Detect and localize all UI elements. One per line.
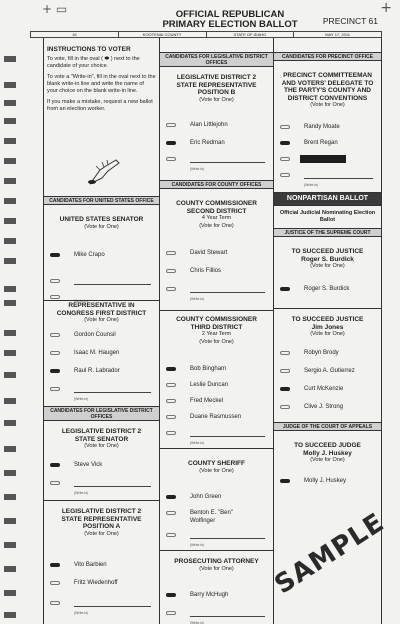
candidate-name: Robyn Brody [304,350,339,356]
vote-oval[interactable] [166,495,176,499]
race-state-senator [44,428,159,451]
write-in-option[interactable] [44,384,159,401]
vote-oval[interactable] [50,279,60,283]
timing-mark [4,300,16,306]
race-title: COUNTY COMMISSIONER [176,316,257,323]
candidate-option[interactable] [160,248,273,258]
vote-oval[interactable] [50,581,60,585]
candidate-name: Mike Crapo [74,252,105,258]
section-header-legislative: CANDIDATES FOR LEGISLATIVE DISTRICT OFFICES [44,406,159,421]
write-in-line[interactable] [190,162,265,163]
race-title: POSITION B [197,89,236,96]
vote-for-note: (Vote for One) [199,96,234,103]
timing-mark [4,590,16,596]
race-title: STATE REPRESENTATIVE [176,81,257,89]
vote-oval[interactable] [166,611,176,615]
term-note: 2 Year Term [201,331,232,337]
write-in-line[interactable] [190,538,265,539]
race-title: TO SUCCEED JUSTICE [291,316,364,323]
vote-for-note: (Vote for One) [84,223,119,230]
vote-for-note: (Vote for One) [84,317,119,323]
write-in-option[interactable] [274,170,381,187]
write-in-line[interactable] [74,606,151,607]
timing-mark [4,542,16,548]
vote-for-note: (Vote for One) [310,457,345,463]
ballot-header [30,0,400,30]
candidate-name: Bob Bingham [190,366,227,372]
timing-mark [4,178,16,184]
vote-for-note: (Vote for One) [199,338,234,345]
candidate-option[interactable] [160,138,273,148]
candidate-option[interactable] [160,492,273,502]
write-in-label: (Write-in) [74,299,89,303]
race-title: LEGISLATIVE DISTRICT 2 [61,428,142,435]
candidate-name: Duane Rasmussen [190,414,242,420]
race-sheriff [160,460,273,475]
section-header-court-of-appeals: JUDGE OF THE COURT OF APPEALS [274,422,381,431]
candidate-name: Eric Redman [190,140,225,146]
instructions-paragraph: To vote, fill in the oval ( ⬬ ) next to the candidate of your choice. [47,56,140,69]
vote-oval[interactable] [50,563,60,567]
timing-mark [4,238,16,244]
precinct-label: PRECINCT 61 [322,16,378,26]
race-title: UNITED STATES SENATOR [59,216,144,223]
candidate-option[interactable] [160,412,273,422]
race-precinct-committeeman [274,72,381,110]
candidate-name: Benton E. "Ben" [190,510,233,516]
instructions-paragraph: To vote a "Write-in", fill in the oval next to the blank write-in line and write the name of your choice on the blank write-in line. [47,74,156,94]
vote-for-note: (Vote for One) [310,102,345,108]
timing-mark [4,398,16,404]
vote-for-note: (Vote for One) [84,443,119,449]
write-in-label: (Write-in) [74,611,89,615]
vote-oval[interactable] [166,287,176,291]
candidate-option[interactable] [274,366,381,376]
candidate-option[interactable] [160,590,273,600]
timing-mark [4,330,16,336]
race-title: PRECINCT COMMITTEEMAN [283,72,372,79]
candidate-option[interactable] [44,348,159,358]
candidate-name: Leslie Duncan [190,382,229,388]
vote-oval[interactable] [166,533,176,537]
timing-mark [4,82,16,88]
candidate-name: David Stewart [190,250,228,256]
vote-oval[interactable] [166,251,176,255]
candidate-option[interactable] [160,266,273,276]
timing-mark [4,118,16,124]
race-title: STATE SENATOR [74,435,129,443]
timing-mark [4,518,16,524]
write-in-line[interactable] [190,436,265,437]
redaction-bar [300,155,346,163]
section-header-county: CANDIDATES FOR COUNTY OFFICES [160,180,273,189]
candidate-option[interactable] [274,384,381,394]
race-congress [44,302,159,325]
candidate-name: Chris Fillios [190,268,222,274]
race-title: TO SUCCEED JUSTICE [291,248,364,255]
section-header-precinct: CANDIDATES FOR PRECINCT OFFICE [274,52,381,61]
vote-oval[interactable] [166,593,176,597]
candidate-name: Fritz Wiedenhoff [74,580,118,586]
vote-for-note: (Vote for One) [84,530,119,537]
candidate-name: Randy Moate [304,124,340,130]
candidate-option[interactable] [274,348,381,358]
write-in-label: (Write-in) [190,543,205,547]
judicial-ballot-note: Official Judicial Nominating Election Ballot [279,210,376,223]
timing-mark [4,258,16,264]
timing-mark [4,158,16,164]
candidate-name-cont [160,516,273,526]
vote-for-note: (Vote for One) [310,263,345,269]
write-in-label: (Write-in) [190,621,205,624]
write-in-line[interactable] [190,292,265,293]
sample-watermark: SAMPLE [269,507,390,601]
vote-oval[interactable] [166,415,176,419]
section-header-us-office: CANDIDATES FOR UNITED STATES OFFICE [44,196,159,205]
timing-mark [4,420,16,426]
race-title: SECOND DISTRICT [186,207,247,215]
race-title: Molly J. Huskey [303,449,352,457]
candidate-option[interactable] [44,560,159,570]
vote-oval[interactable] [280,405,290,409]
write-in-option[interactable] [44,478,159,495]
write-in-line[interactable] [190,616,265,617]
race-title: COUNTY SHERIFF [188,460,245,467]
vote-oval[interactable] [166,511,176,515]
timing-mark [4,218,16,224]
vote-oval[interactable] [166,431,176,435]
candidate-option[interactable] [160,380,273,390]
vote-oval[interactable] [50,369,60,373]
race-box-prosecutor [160,550,273,551]
write-in-line[interactable] [74,392,151,393]
race-title: TO SUCCEED JUDGE [294,442,361,449]
candidate-name: Brent Regan [304,140,338,146]
vote-oval[interactable] [166,123,176,127]
write-in-label: (Write-in) [74,491,89,495]
candidate-option[interactable] [160,364,273,374]
race-title: REPRESENTATIVE IN [68,302,135,309]
candidate-option[interactable] [44,460,159,470]
vote-oval[interactable] [50,253,60,257]
vote-oval[interactable] [166,367,176,371]
candidate-name: Steve Vick [74,462,103,468]
voter-instructions [47,46,156,117]
race-title: CONGRESS FIRST DISTRICT [56,309,147,317]
section-header-nonpartisan: NONPARTISAN BALLOT [274,192,381,206]
race-box-jones [274,308,381,309]
write-in-line[interactable] [74,486,151,487]
race-title: STATE REPRESENTATIVE [61,515,142,523]
vote-oval[interactable] [166,399,176,403]
race-title: LEGISLATIVE DISTRICT 2 [61,508,142,515]
vote-oval[interactable] [280,141,290,145]
race-us-senator [44,216,159,231]
title-line: OFFICIAL REPUBLICAN [175,9,285,20]
term-note: 4 Year Term [201,215,232,221]
vote-oval[interactable] [280,173,290,177]
candidate-name: Molly J. Huskey [304,478,347,484]
timing-mark [4,350,16,356]
timing-mark [4,446,16,452]
vote-oval[interactable] [280,125,290,129]
county-label: KOOTENAI COUNTY [118,32,206,37]
race-title: COUNTY COMMISSIONER [176,200,257,207]
registration-mark: + [380,0,392,16]
race-title: PROSECUTING ATTORNEY [174,558,259,565]
state-label: STATE OF IDAHO [206,32,294,37]
vote-oval[interactable] [166,383,176,387]
candidate-name: Isaac M. Haugen [74,350,120,356]
race-box-congress [44,300,159,301]
ballot-title [150,10,310,30]
timing-mark [4,286,16,292]
candidate-name: Raul R. Labrador [74,368,120,374]
vote-oval[interactable] [50,387,60,391]
candidate-name: Alan Littlejohn [190,122,228,128]
candidate-option[interactable] [274,284,381,294]
timing-mark [4,612,16,618]
race-title: POSITION A [82,523,121,530]
section-header-supreme-court: JUSTICE OF THE SUPREME COURT [274,228,381,237]
vote-oval[interactable] [50,351,60,355]
write-in-label: (Write-in) [304,183,319,187]
candidate-name: Clive J. Strong [304,404,344,410]
candidate-name: Roger S. Burdick [304,286,350,292]
ballot-info-bar [30,31,382,38]
timing-marks [0,0,26,624]
ballot-column-2 [159,38,273,624]
vote-oval[interactable] [50,601,60,605]
race-box-commissioner-3 [160,310,273,311]
candidate-option[interactable] [274,402,381,412]
candidate-option[interactable] [274,138,381,148]
candidate-option[interactable] [44,578,159,588]
candidate-option[interactable] [160,396,273,406]
candidate-option[interactable] [274,122,381,132]
race-title: DISTRICT CONVENTIONS [287,94,368,102]
race-succeed-jones [274,316,381,339]
race-box-sheriff [160,448,273,449]
write-in-label: (Write-in) [74,397,89,401]
vote-for-note: (Vote for One) [199,467,234,474]
vote-oval[interactable] [50,463,60,467]
candidate-name: Vito Barbieri [74,562,107,568]
write-in-option[interactable] [160,284,273,301]
write-in-option[interactable] [44,598,159,615]
vote-oval[interactable] [50,333,60,337]
race-prosecuting-attorney [160,558,273,573]
registration-mark: + ▭ [42,2,68,16]
candidate-name: John Green [190,494,222,500]
race-box-rep-a [44,500,159,501]
race-succeed-burdick [274,248,381,271]
write-in-line[interactable] [304,178,373,179]
timing-mark [4,494,16,500]
candidate-name: Fred Meckel [190,398,224,404]
vote-for-note: (Vote for One) [199,565,234,572]
timing-mark [4,56,16,62]
candidate-name: Wolfinger [190,518,216,524]
race-title: THIRD DISTRICT [190,323,243,331]
write-in-label: (Write-in) [190,441,205,445]
vote-for-note: (Vote for One) [199,222,234,229]
candidate-name: Barry McHugh [190,592,229,598]
vote-oval[interactable] [166,141,176,145]
candidate-option[interactable] [44,366,159,376]
instructions-title: INSTRUCTIONS TO VOTER [47,46,131,53]
race-succeed-huskey [274,442,381,465]
vote-for-note: (Vote for One) [310,331,345,337]
section-header-legislative: CANDIDATES FOR LEGISLATIVE DISTRICT OFFICES [160,52,273,67]
candidate-name: Curt McKenzie [304,386,344,392]
timing-mark [4,372,16,378]
race-rep-position-b [160,74,273,104]
ballot-column-1 [43,38,159,624]
instructions-paragraph: If you make a mistake, request a new ballot from an election worker. [47,99,153,112]
race-title: AND VOTERS' DELEGATE TO [281,79,374,87]
timing-mark [4,100,16,106]
candidate-option[interactable] [160,120,273,130]
candidate-option[interactable] [274,476,381,486]
vote-oval[interactable] [50,481,60,485]
date-label: MAY 17, 2011 [293,32,381,37]
timing-mark [4,138,16,144]
pen-hand-icon [86,156,122,188]
vote-oval[interactable] [166,269,176,273]
write-in-option[interactable] [160,154,273,171]
write-in-option[interactable] [274,154,381,164]
vote-oval[interactable] [166,157,176,161]
write-in-option[interactable] [160,608,273,624]
ballot-number: 16 [72,32,77,37]
vote-oval[interactable] [50,295,60,299]
vote-oval[interactable] [280,387,290,391]
race-title: Roger S. Burdick [301,255,354,263]
candidate-name: Sergio A. Gutierrez [304,368,355,374]
timing-mark [4,566,16,572]
candidate-name: Gordon Counsil [74,332,116,338]
race-commissioner-2 [160,200,273,230]
race-title: THE PARTY'S COUNTY AND [283,87,371,94]
write-in-option[interactable] [44,276,159,286]
write-in-line[interactable] [74,284,151,285]
race-title: LEGISLATIVE DISTRICT 2 [176,74,257,81]
vote-oval[interactable] [280,287,290,291]
race-commissioner-3 [160,316,273,346]
vote-oval[interactable] [280,157,290,161]
write-in-label: (Write-in) [190,297,205,301]
write-in-option[interactable] [160,530,273,547]
race-rep-position-a [44,508,159,538]
vote-oval[interactable] [280,369,290,373]
write-in-label: (Write-in) [190,167,205,171]
title-line: PRIMARY ELECTION BALLOT [162,19,298,30]
timing-mark [4,470,16,476]
candidate-option[interactable] [44,250,159,260]
candidate-option[interactable] [44,330,159,340]
vote-oval[interactable] [280,479,290,483]
race-title: Jim Jones [311,323,344,331]
timing-mark [4,198,16,204]
write-in-option[interactable] [160,428,273,445]
vote-oval[interactable] [280,351,290,355]
